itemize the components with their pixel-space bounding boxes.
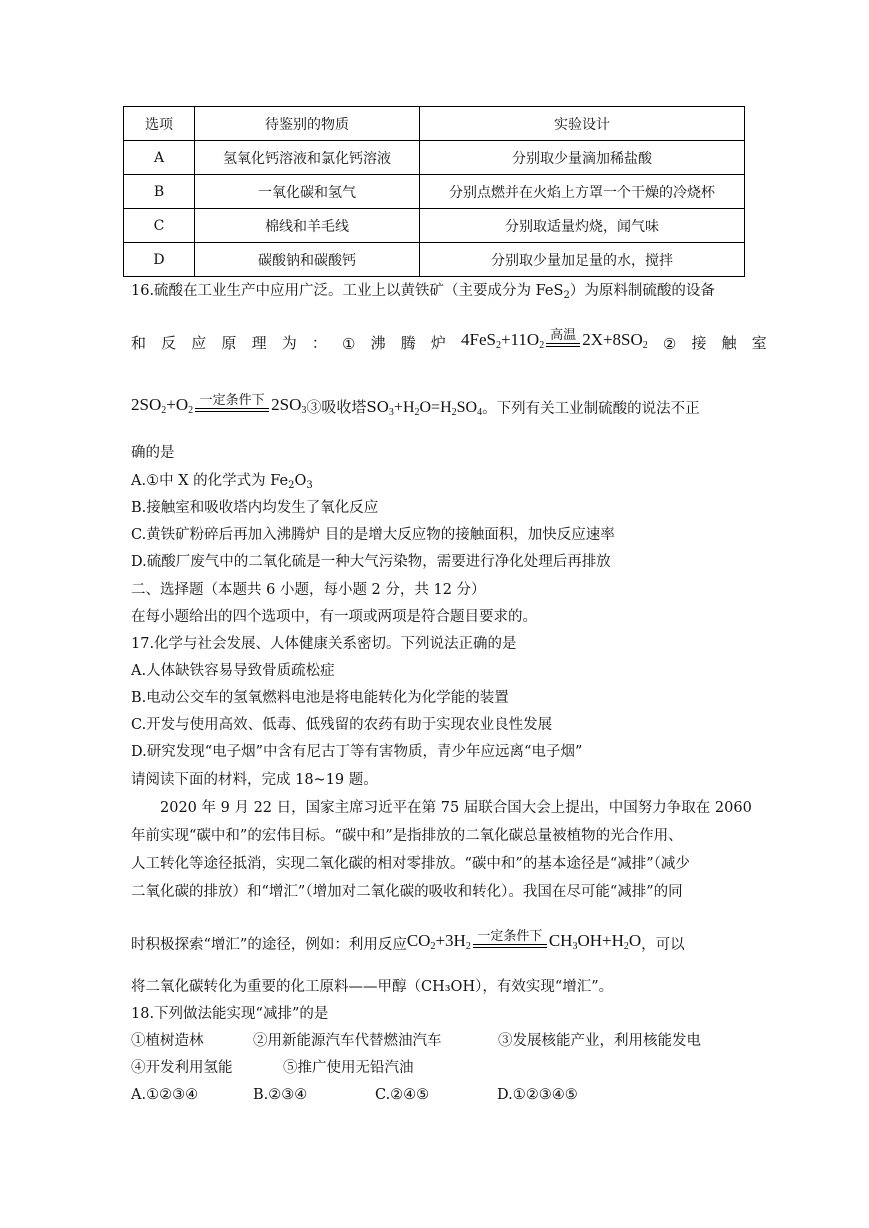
q18-options: A.①②③④ B.②③④ C.②④⑤ D.①②③④⑤ xyxy=(131,1087,578,1103)
table-row xyxy=(124,209,745,243)
equation-contact-chamber: $2SO_2+O_2$ 一定条件下 $2SO_3$ xyxy=(131,392,307,416)
table-cell: 一氧化碳和氢气 xyxy=(195,175,420,209)
table-cell: A xyxy=(124,141,195,175)
section-description: 在每小题给出的四个选项中，有一项或两项是符合题目要求的。 xyxy=(131,609,537,625)
table-cell: 分别取少量滴加稀盐酸 xyxy=(420,141,745,175)
table-cell: 碳酸钠和碳酸钙 xyxy=(195,243,420,277)
table-row xyxy=(124,175,745,209)
reaction-arrow: 高温 xyxy=(546,328,580,347)
table-header-row xyxy=(124,107,745,141)
reading-paragraph-line: 二氧化碳的排放）和“增汇”（增加对二氧化碳的吸收和转化）。我国在尽可能“减排”的同 xyxy=(131,884,683,900)
table-cell: D xyxy=(124,243,195,277)
q17-option-d: D.研究发现“电子烟”中含有尼古丁等有害物质，青少年应远离“电子烟” xyxy=(131,744,583,760)
table-cell: 分别点燃并在火焰上方罩一个干燥的冷烧杯 xyxy=(420,175,745,209)
equation-boiling-furnace: $4FeS_2+11O_2$ 高温 $2X+8SO_2$ xyxy=(460,327,648,351)
q16-stem-end: 确的是 xyxy=(131,445,175,461)
q18-stem: 18.下列做法能实现“减排”的是 xyxy=(131,1006,329,1022)
q18-items-row-2: ④开发利用氢能 ⑤推广使用无铅汽油 xyxy=(131,1060,414,1076)
reading-paragraph-line: 年前实现“碳中和”的宏伟目标。“碳中和”是指排放的二氧化碳总量被植物的光合作用、 xyxy=(131,828,683,844)
table-header: 实验设计 xyxy=(420,107,745,141)
table-row xyxy=(124,141,745,175)
q18-items-row-1: ①植树造林 ②用新能源汽车代替燃油汽车 ③发展核能产业，利用核能发电 xyxy=(131,1033,701,1049)
reading-equation-line: 时积极探索“增汇”的途径，例如：利用反应 $CO_2+3H_2$ 一定条件下 $CH_3OH+H_2O$ ，可以 xyxy=(131,928,685,953)
table-cell: B xyxy=(124,175,195,209)
q17-option-c: C.开发与使用高效、低毒、低残留的农药有助于实现农业良性发展 xyxy=(131,717,553,733)
section-title: 二、选择题（本题共 6 小题，每小题 2 分，共 12 分） xyxy=(131,582,486,598)
q16-option-b: B.接触室和吸收塔内均发生了氧化反应 xyxy=(131,500,379,516)
q16-reaction-line-2: $2SO_2+O_2$ 一定条件下 $2SO_3$ ③吸收塔$SO_3+H_2O=H_2SO_4$ 。下列有关工业制硫酸的说法不正 xyxy=(131,392,700,418)
reaction-arrow: 一定条件下 xyxy=(473,929,547,948)
table-cell: C xyxy=(124,209,195,243)
table-cell: 棉线和羊毛线 xyxy=(195,209,420,243)
table-cell: 分别取少量加足量的水，搅拌 xyxy=(420,243,745,277)
table-cell: 分别取适量灼烧，闻气味 xyxy=(420,209,745,243)
q16-stem: 16.硫酸在工业生产中应用广泛。工业上以黄铁矿（主要成分为 FeS$_2$）为原料制硫酸的设备 xyxy=(131,283,715,301)
reading-instruction: 请阅读下面的材料，完成 18~19 题。 xyxy=(131,772,378,788)
q16-option-d: D.硫酸厂废气中的二氧化硫是一种大气污染物，需要进行净化处理后再排放 xyxy=(131,554,611,570)
q17-stem: 17.化学与社会发展、人体健康关系密切。下列说法正确的是 xyxy=(131,636,517,652)
table-row xyxy=(124,243,745,277)
table-header: 选项 xyxy=(124,107,195,141)
q17-option-a: A.人体缺铁容易导致骨质疏松症 xyxy=(131,663,335,679)
options-table xyxy=(123,106,745,277)
table-header: 待鉴别的物质 xyxy=(195,107,420,141)
q16-option-a: A.①中 X 的化学式为 $Fe_2O_3$ xyxy=(131,473,313,491)
reading-paragraph-line: 2020 年 9 月 22 日，国家主席习近平在第 75 届联合国大会上提出，中国努力争取在 2060 xyxy=(160,800,752,816)
table-cell: 氢氧化钙溶液和氯化钙溶液 xyxy=(195,141,420,175)
q16-reaction-line-1: 和 反 应 原 理 为 ： ① 沸 腾 炉 $4FeS_2+11O_2$ 高温 $2X+8SO_2$ ② 接 触 室 xyxy=(131,327,767,353)
q17-option-b: B.电动公交车的氢氧燃料电池是将电能转化为化学能的装置 xyxy=(131,690,509,706)
methanol-synthesis-equation: $CO_2+3H_2$ 一定条件下 $CH_3OH+H_2O$ xyxy=(406,928,642,952)
equation-absorption-tower: ③吸收塔$SO_3+H_2O=H_2SO_4$ xyxy=(306,398,483,418)
reading-paragraph-line: 将二氧化碳转化为重要的化工原料——甲醇（CH₃OH），有效实现“增汇”。 xyxy=(131,979,614,995)
reaction-arrow: 一定条件下 xyxy=(195,393,269,412)
q16-option-c: C.黄铁矿粉碎后再加入沸腾炉 目的是增大反应物的接触面积，加快反应速率 xyxy=(131,527,615,543)
reading-paragraph-line: 人工转化等途径抵消，实现二氧化碳的相对零排放。“碳中和”的基本途径是“减排”（减少 xyxy=(131,856,690,872)
